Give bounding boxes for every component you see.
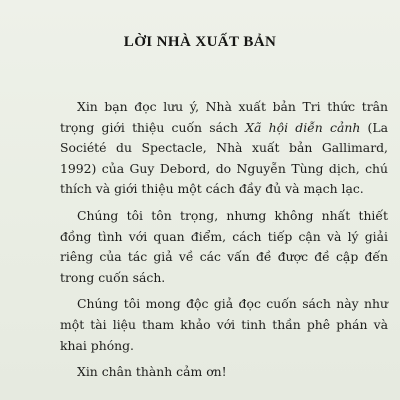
page-heading: LỜI NHÀ XUẤT BẢN: [123, 34, 277, 50]
paragraph-1-text-end: (La Société du Spectacle, Nhà xuất bản Gallimard, 1992) của Guy Debord, do Nguyễn Tùng dịch, chú thích và giới thiệu một cách đầy đủ và mạch lạc.: [60, 119, 389, 197]
paragraph-3: Chúng tôi mong độc giả đọc cuốn sách này như một tài liệu tham khảo với tinh thần phê phán và khai phóng.: [60, 296, 388, 353]
paragraph-4: Xin chân thành cảm ơn!: [77, 364, 227, 380]
paragraph-1: [60, 97, 388, 200]
body-text: [60, 97, 388, 389]
paragraph-2: Chúng tôi tôn trọng, nhưng không nhất thiết đồng tình với quan điểm, cách tiếp cận và lý giải riêng của tác giả về các vấn đề được đề cập đến trong cuốn sách.: [60, 207, 388, 285]
book-title: Xã hội diễn cảnh: [245, 119, 361, 135]
paragraph-1-text: Xin bạn đọc lưu ý, Nhà xuất bản Tri thức trân trọng giới thiệu cuốn sách: [60, 99, 388, 135]
